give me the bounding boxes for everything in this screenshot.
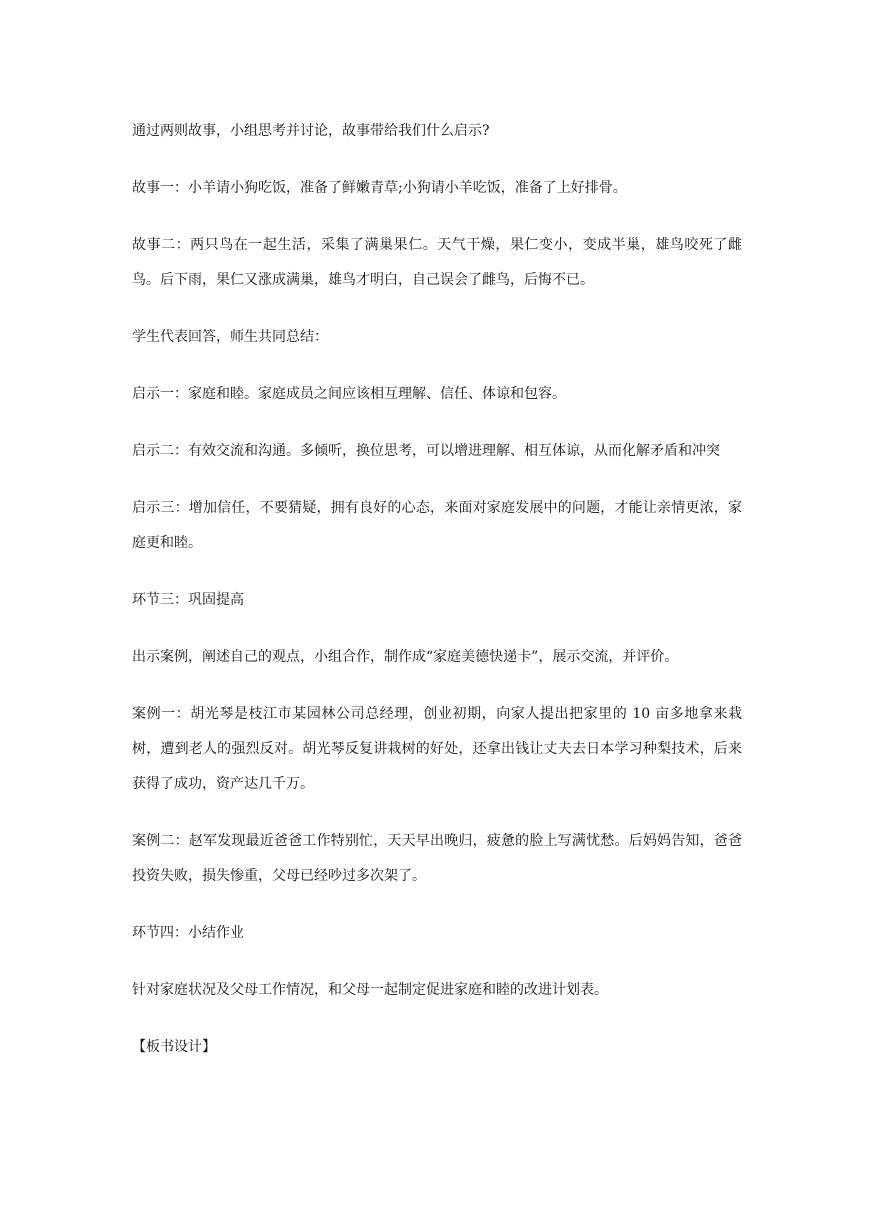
paragraph-discussion-prompt: 通过两则故事，小组思考并讨论，故事带给我们什么启示? [132, 123, 490, 139]
paragraph-summary-intro: 学生代表回答，师生共同总结： [132, 329, 328, 345]
paragraph-story-two: 故事二：两只鸟在一起生活，采集了满巢果仁。天气干燥，果仁变小，变成半巢，雄鸟咬死了雌鸟。后下雨，果仁又涨成满巢，雄鸟才明白，自己误会了雌鸟，后悔不已。 [132, 237, 742, 288]
paragraph-insight-two: 启示二：有效交流和沟通。多倾听，换位思考，可以增进理解、相互体谅，从而化解矛盾和冲突 [132, 443, 720, 459]
document-body [132, 114, 742, 1065]
paragraph-insight-one: 启示一：家庭和睦。家庭成员之间应该相互理解、信任、体谅和包容。 [132, 386, 566, 402]
section-heading-board-design: 【板书设计】 [132, 1039, 216, 1055]
paragraph-case-one: 案例一：胡光琴是枝江市某园林公司总经理，创业初期，向家人提出把家里的 10 亩多地拿来栽树，遭到老人的强烈反对。胡光琴反复讲栽树的好处，还拿出钱让丈夫去日本学习种梨技术，后来获得了成功，资产达几千万。 [132, 706, 742, 792]
section-heading-summary-homework: 环节四：小结作业 [132, 925, 244, 941]
paragraph-story-one: 故事一：小羊请小狗吃饭，准备了鲜嫩青草;小狗请小羊吃饭，准备了上好排骨。 [132, 180, 627, 196]
section-heading-consolidation: 环节三：巩固提高 [132, 592, 244, 608]
paragraph-case-instructions: 出示案例，阐述自己的观点，小组合作，制作成“家庭美德快递卡”，展示交流，并评价。 [132, 649, 679, 665]
paragraph-case-two: 案例二：赵军发现最近爸爸工作特别忙，天天早出晚归，疲惫的脸上写满忧愁。后妈妈告知，爸爸投资失败，损失惨重，父母已经吵过多次架了。 [132, 833, 742, 884]
paragraph-insight-three: 启示三：增加信任，不要猜疑，拥有良好的心态，来面对家庭发展中的问题，才能让亲情更浓，家庭更和睦。 [132, 500, 742, 551]
paragraph-homework: 针对家庭状况及父母工作情况，和父母一起制定促进家庭和睦的改进计划表。 [132, 982, 608, 998]
